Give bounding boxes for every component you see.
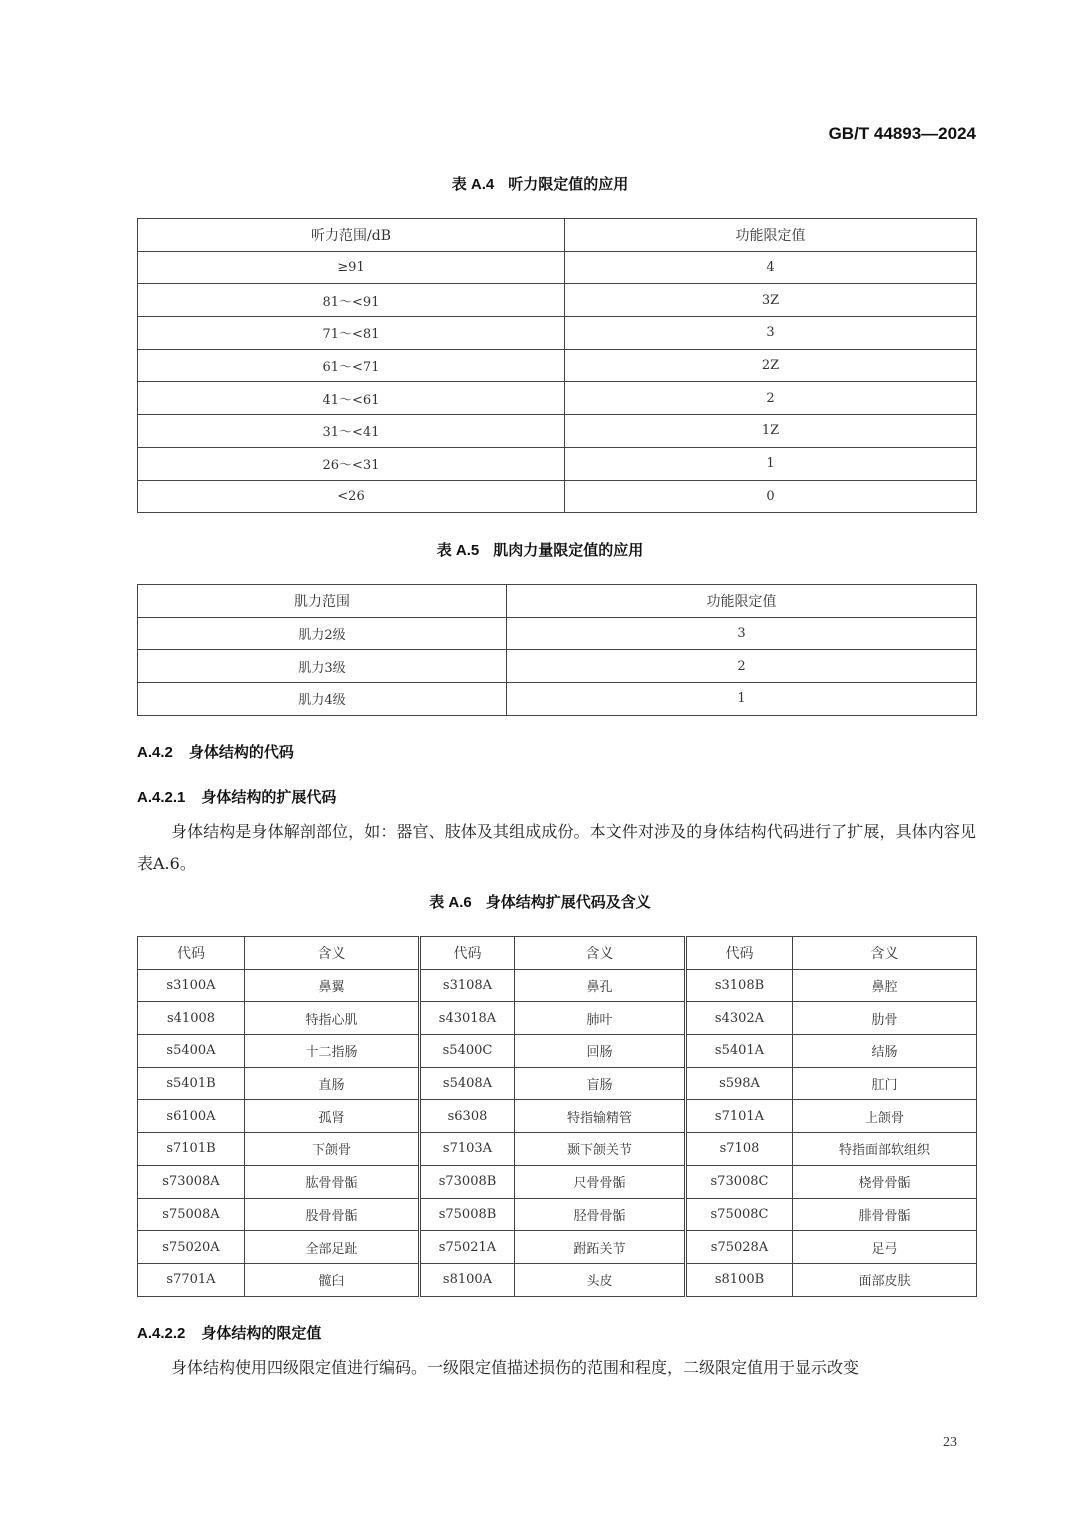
table-row: [138, 1133, 977, 1166]
meaning-cell: 足弓: [793, 1231, 977, 1264]
table-cell: 81～<91: [138, 284, 565, 317]
table-row: [138, 349, 977, 382]
table-row: [138, 284, 977, 317]
standard-code: GB/T 44893—2024: [828, 124, 976, 143]
code-cell: s5400A: [138, 1035, 245, 1068]
code-cell: s75008A: [138, 1198, 245, 1231]
code-cell: s6100A: [138, 1100, 245, 1133]
meaning-cell: 特指心肌: [245, 1002, 420, 1035]
table-cell: 3: [565, 317, 977, 350]
table-cell: 肌力3级: [138, 650, 507, 683]
table-a5-caption-title: 肌肉力量限定值的应用: [493, 541, 644, 559]
table-cell: 26～<31: [138, 447, 565, 480]
table-a6-caption-title: 身体结构扩展代码及含义: [485, 893, 651, 911]
header-cell: 含义: [245, 937, 420, 970]
table-a5-caption-number: 表 A.5: [436, 542, 480, 559]
section-title: 身体结构的扩展代码: [201, 788, 337, 806]
table-cell: 4: [565, 251, 977, 284]
meaning-cell: 特指面部软组织: [793, 1133, 977, 1166]
code-cell: s75028A: [686, 1231, 793, 1264]
code-cell: s75008B: [420, 1198, 515, 1231]
table-cell: 2: [565, 382, 977, 415]
code-cell: s75020A: [138, 1231, 245, 1264]
table-cell: 61～<71: [138, 349, 565, 382]
code-cell: s5401A: [686, 1035, 793, 1068]
section-heading-a422: [137, 1322, 321, 1343]
table-row: [138, 683, 977, 716]
table-cell: 3: [507, 617, 977, 650]
code-cell: s3108A: [420, 969, 515, 1002]
code-cell: s7103A: [420, 1133, 515, 1166]
code-cell: s7101B: [138, 1133, 245, 1166]
table-header-row: [138, 585, 977, 618]
code-cell: s8100B: [686, 1263, 793, 1296]
code-cell: s73008C: [686, 1165, 793, 1198]
header-cell: 肌力范围: [138, 585, 507, 618]
table-a4-caption-title: 听力限定值的应用: [508, 175, 629, 193]
meaning-cell: 特指输精管: [515, 1100, 686, 1133]
code-cell: s6308: [420, 1100, 515, 1133]
code-cell: s5400C: [420, 1035, 515, 1068]
meaning-cell: 尺骨骨骺: [515, 1165, 686, 1198]
table-cell: 2Z: [565, 349, 977, 382]
table-row: [138, 447, 977, 480]
section-heading-a42: [137, 741, 294, 762]
code-cell: s75021A: [420, 1231, 515, 1264]
table-a5: [137, 584, 977, 716]
meaning-cell: 鼻腔: [793, 969, 977, 1002]
code-cell: s7701A: [138, 1263, 245, 1296]
table-row: [138, 1002, 977, 1035]
table-a4-caption: [0, 173, 1080, 194]
section-title: 身体结构的代码: [188, 743, 294, 761]
table-row: [138, 1165, 977, 1198]
table-cell: 肌力2级: [138, 617, 507, 650]
header-cell: 代码: [686, 937, 793, 970]
meaning-cell: 胫骨骨骺: [515, 1198, 686, 1231]
table-a4-caption-number: 表 A.4: [451, 176, 495, 193]
table-cell: 31～<41: [138, 415, 565, 448]
table-row: [138, 969, 977, 1002]
table-header-row: [138, 937, 977, 970]
table-header-row: [138, 219, 977, 252]
section-number: A.4.2.2: [137, 1325, 186, 1342]
header-cell: 代码: [420, 937, 515, 970]
header-cell: 含义: [793, 937, 977, 970]
table-row: [138, 1100, 977, 1133]
table-cell: ≥91: [138, 251, 565, 284]
meaning-cell: 肛门: [793, 1067, 977, 1100]
meaning-cell: 头皮: [515, 1263, 686, 1296]
table-cell: 2: [507, 650, 977, 683]
table-row: [138, 1231, 977, 1264]
meaning-cell: 肋骨: [793, 1002, 977, 1035]
section-number: A.4.2: [137, 744, 173, 761]
code-cell: s4302A: [686, 1002, 793, 1035]
meaning-cell: 下颌骨: [245, 1133, 420, 1166]
table-cell: <26: [138, 480, 565, 513]
header-cell: 功能限定值: [565, 219, 977, 252]
table-row: [138, 382, 977, 415]
table-row: [138, 317, 977, 350]
table-row: [138, 251, 977, 284]
section-number: A.4.2.1: [137, 789, 186, 806]
meaning-cell: 髋臼: [245, 1263, 420, 1296]
page-number: 23: [943, 1435, 957, 1450]
section-heading-a421: [137, 786, 336, 807]
body-paragraph: 身体结构使用四级限定值进行编码。一级限定值描述损伤的范围和程度，二级限定值用于显示改变: [171, 1358, 860, 1377]
table-cell: 41～<61: [138, 382, 565, 415]
meaning-cell: 回肠: [515, 1035, 686, 1068]
meaning-cell: 跗跖关节: [515, 1231, 686, 1264]
table-cell: 0: [565, 480, 977, 513]
meaning-cell: 十二指肠: [245, 1035, 420, 1068]
meaning-cell: 直肠: [245, 1067, 420, 1100]
table-cell: 1: [507, 683, 977, 716]
table-cell: 3Z: [565, 284, 977, 317]
table-row: [138, 1035, 977, 1068]
code-cell: s3108B: [686, 969, 793, 1002]
header-cell: 听力范围/dB: [138, 219, 565, 252]
code-cell: s5401B: [138, 1067, 245, 1100]
meaning-cell: 肺叶: [515, 1002, 686, 1035]
code-cell: s73008A: [138, 1165, 245, 1198]
header-cell: 功能限定值: [507, 585, 977, 618]
table-row: [138, 650, 977, 683]
meaning-cell: 面部皮肤: [793, 1263, 977, 1296]
table-cell: 肌力4级: [138, 683, 507, 716]
meaning-cell: 全部足趾: [245, 1231, 420, 1264]
meaning-cell: 颞下颌关节: [515, 1133, 686, 1166]
meaning-cell: 上颌骨: [793, 1100, 977, 1133]
code-cell: s3100A: [138, 969, 245, 1002]
meaning-cell: 孤肾: [245, 1100, 420, 1133]
table-row: [138, 415, 977, 448]
body-paragraph: 身体结构是身体解剖部位，如：器官、肢体及其组成成份。本文件对涉及的身体结构代码进行了扩展，具体内容见表A.6。: [137, 822, 976, 873]
code-cell: s43018A: [420, 1002, 515, 1035]
code-cell: s598A: [686, 1067, 793, 1100]
code-cell: s7108: [686, 1133, 793, 1166]
code-cell: s73008B: [420, 1165, 515, 1198]
meaning-cell: 股骨骨骺: [245, 1198, 420, 1231]
meaning-cell: 盲肠: [515, 1067, 686, 1100]
table-row: [138, 1263, 977, 1296]
table-row: [138, 1198, 977, 1231]
header-cell: 含义: [515, 937, 686, 970]
table-cell: 1Z: [565, 415, 977, 448]
table-row: [138, 1067, 977, 1100]
meaning-cell: 腓骨骨骺: [793, 1198, 977, 1231]
meaning-cell: 桡骨骨骺: [793, 1165, 977, 1198]
meaning-cell: 肱骨骨骺: [245, 1165, 420, 1198]
code-cell: s41008: [138, 1002, 245, 1035]
table-a5-caption: [0, 539, 1080, 560]
table-row: [138, 617, 977, 650]
header-cell: 代码: [138, 937, 245, 970]
table-row: [138, 480, 977, 513]
meaning-cell: 鼻孔: [515, 969, 686, 1002]
code-cell: s5408A: [420, 1067, 515, 1100]
table-cell: 1: [565, 447, 977, 480]
meaning-cell: 鼻翼: [245, 969, 420, 1002]
table-a6-caption: [0, 891, 1080, 912]
table-cell: 71～<81: [138, 317, 565, 350]
meaning-cell: 结肠: [793, 1035, 977, 1068]
code-cell: s7101A: [686, 1100, 793, 1133]
code-cell: s75008C: [686, 1198, 793, 1231]
table-a4: [137, 218, 977, 513]
code-cell: s8100A: [420, 1263, 515, 1296]
section-title: 身体结构的限定值: [201, 1324, 322, 1342]
table-a6: [137, 936, 977, 1297]
table-a6-caption-number: 表 A.6: [429, 894, 472, 911]
